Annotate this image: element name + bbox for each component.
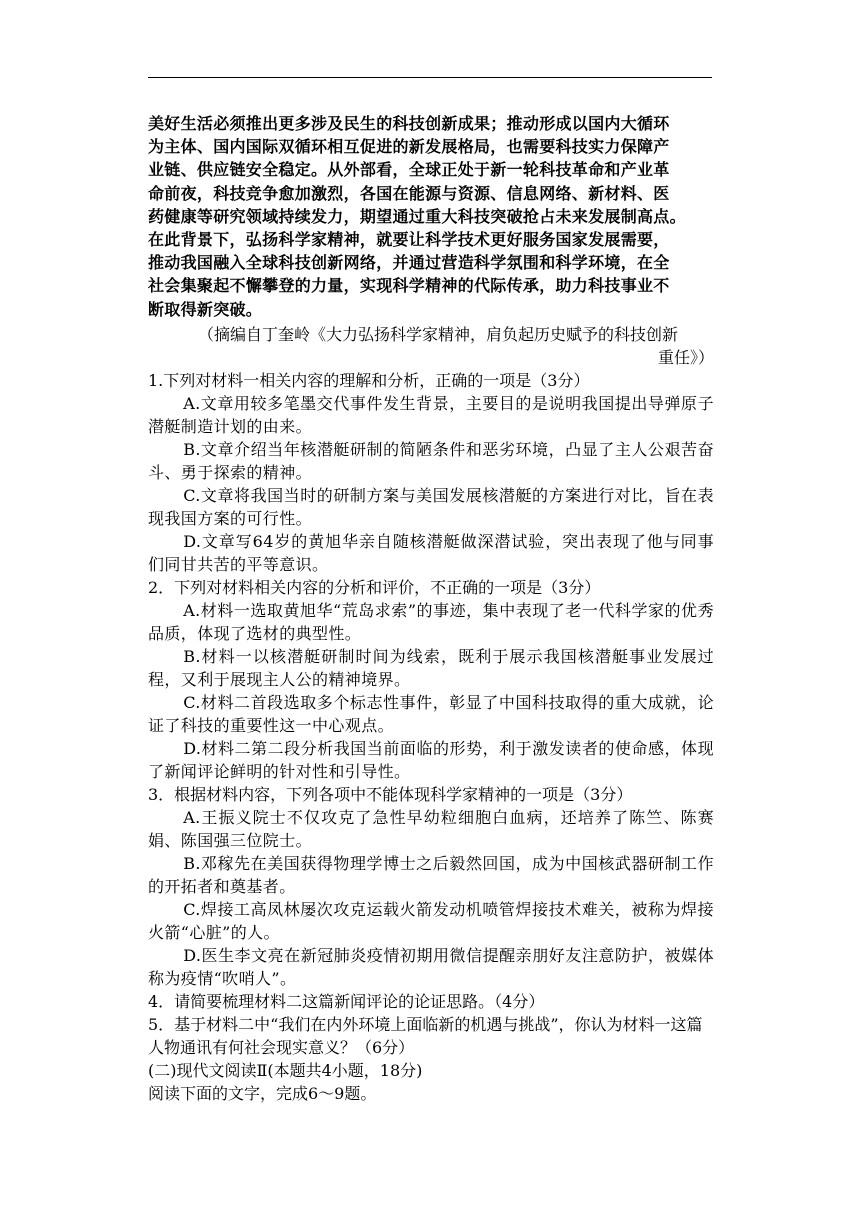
question-1-option-c: C.文章将我国当时的研制方案与美国发展核潜艇的方案进行对比，旨在表现我国方案的可行性。 (148, 485, 714, 528)
question-3-option-c: C.焊接工高凤林屡次攻克运载火箭发动机喷管焊接技术难关，被称为焊接火箭“心脏”的人。 (148, 899, 714, 942)
question-3-option-d: D.医生李文亮在新冠肺炎疫情初期用微信提醒亲朋好友注意防护，被媒体称为疫情“吹哨人”。 (148, 945, 714, 988)
section-heading: (二)现代文阅读Ⅱ(本题共4小题，18分) (148, 1060, 423, 1080)
question-3-option-a: A.王振义院士不仅攻克了急性早幼粒细胞白血病，还培养了陈竺、陈赛娟、陈国强三位院士。 (148, 807, 714, 850)
question-3-option-b: B.邓稼先在美国获得物理学博士之后毅然回国，成为中国核武器研制工作的开拓者和奠基者。 (148, 853, 714, 896)
question-1-option-a: A.文章用较多笔墨交代事件发生背景，主要目的是说明我国提出导弹原子潜艇制造计划的由来。 (148, 393, 714, 436)
question-5: 5．基于材料二中“我们在内外环境上面临新的机遇与挑战”，你认为材料一这篇人物通讯有何社会现实意义？（6分） (148, 1014, 703, 1057)
question-2-stem: 2．下列对材料相关内容的分析和评价，不正确的一项是（3分） (148, 577, 601, 597)
header-rule (148, 77, 712, 78)
paragraph-line: 为主体、国内国际双循环相互促进的新发展格局，也需要科技实力保障产 (148, 137, 670, 157)
question-2-option-a: A.材料一选取黄旭华“荒岛求索”的事迹，集中表现了老一代科学家的优秀品质，体现了选材的典型性。 (148, 600, 714, 643)
paragraph-line: 社会集聚起不懈攀登的力量，实现科学精神的代际传承，助力科技事业不 (148, 276, 670, 296)
question-3-stem: 3．根据材料内容，下列各项中不能体现科学家精神的一项是（3分） (148, 784, 633, 804)
reading-instruction: 阅读下面的文字，完成6～9题。 (148, 1083, 377, 1103)
question-4: 4．请简要梳理材料二这篇新闻评论的论证思路。（4分） (148, 991, 545, 1011)
body-paragraph (148, 112, 714, 321)
question-2-option-d: D.材料二第二段分析我国当前面临的形势，利于激发读者的使命感，体现了新闻评论鲜明的针对性和引导性。 (148, 738, 714, 781)
paragraph-line: 断取得新突破。 (148, 299, 263, 319)
paragraph-line: 药健康等研究领域持续发力，期望通过重大科技突破抢占未来发展制高点。 (148, 206, 686, 226)
source-citation (148, 323, 714, 369)
paragraph-line: 命前夜，科技竞争愈加激烈，各国在能源与资源、信息网络、新材料、医 (148, 183, 670, 203)
paragraph-line: 业链、供应链安全稳定。从外部看，全球正处于新一轮科技革命和产业革 (148, 160, 670, 180)
question-1-stem: 1.下列对材料一相关内容的理解和分析，正确的一项是（3分） (148, 370, 590, 390)
paragraph-line: 在此背景下，弘扬科学家精神，就要让科学技术更好服务国家发展需要， (148, 230, 670, 250)
document-page (148, 112, 714, 1105)
question-1-option-d: D.文章写64岁的黄旭华亲自随核潜艇做深潜试验，突出表现了他与同事们同甘共苦的平等意识。 (148, 531, 714, 574)
question-2-option-b: B.材料一以核潜艇研制时间为线索，既利于展示我国核潜艇事业发展过程，又利于展现主人公的精神境界。 (148, 646, 714, 689)
paragraph-line: 美好生活必须推出更多涉及民生的科技创新成果；推动形成以国内大循环 (148, 114, 670, 133)
question-2-option-c: C.材料二首段选取多个标志性事件，彰显了中国科技取得的重大成就，论证了科技的重要性这一中心观点。 (148, 692, 714, 735)
question-1-option-b: B.文章介绍当年核潜艇研制的简陋条件和恶劣环境，凸显了主人公艰苦奋斗、勇于探索的精神。 (148, 439, 714, 482)
source-line: （摘编自丁奎岭《大力弘扬科学家精神，肩负起历史赋予的科技创新 (198, 324, 679, 344)
paragraph-line: 推动我国融入全球科技创新网络，并通过营造科学氛围和科学环境，在全 (148, 253, 670, 273)
source-line: 重任》） (657, 347, 714, 367)
